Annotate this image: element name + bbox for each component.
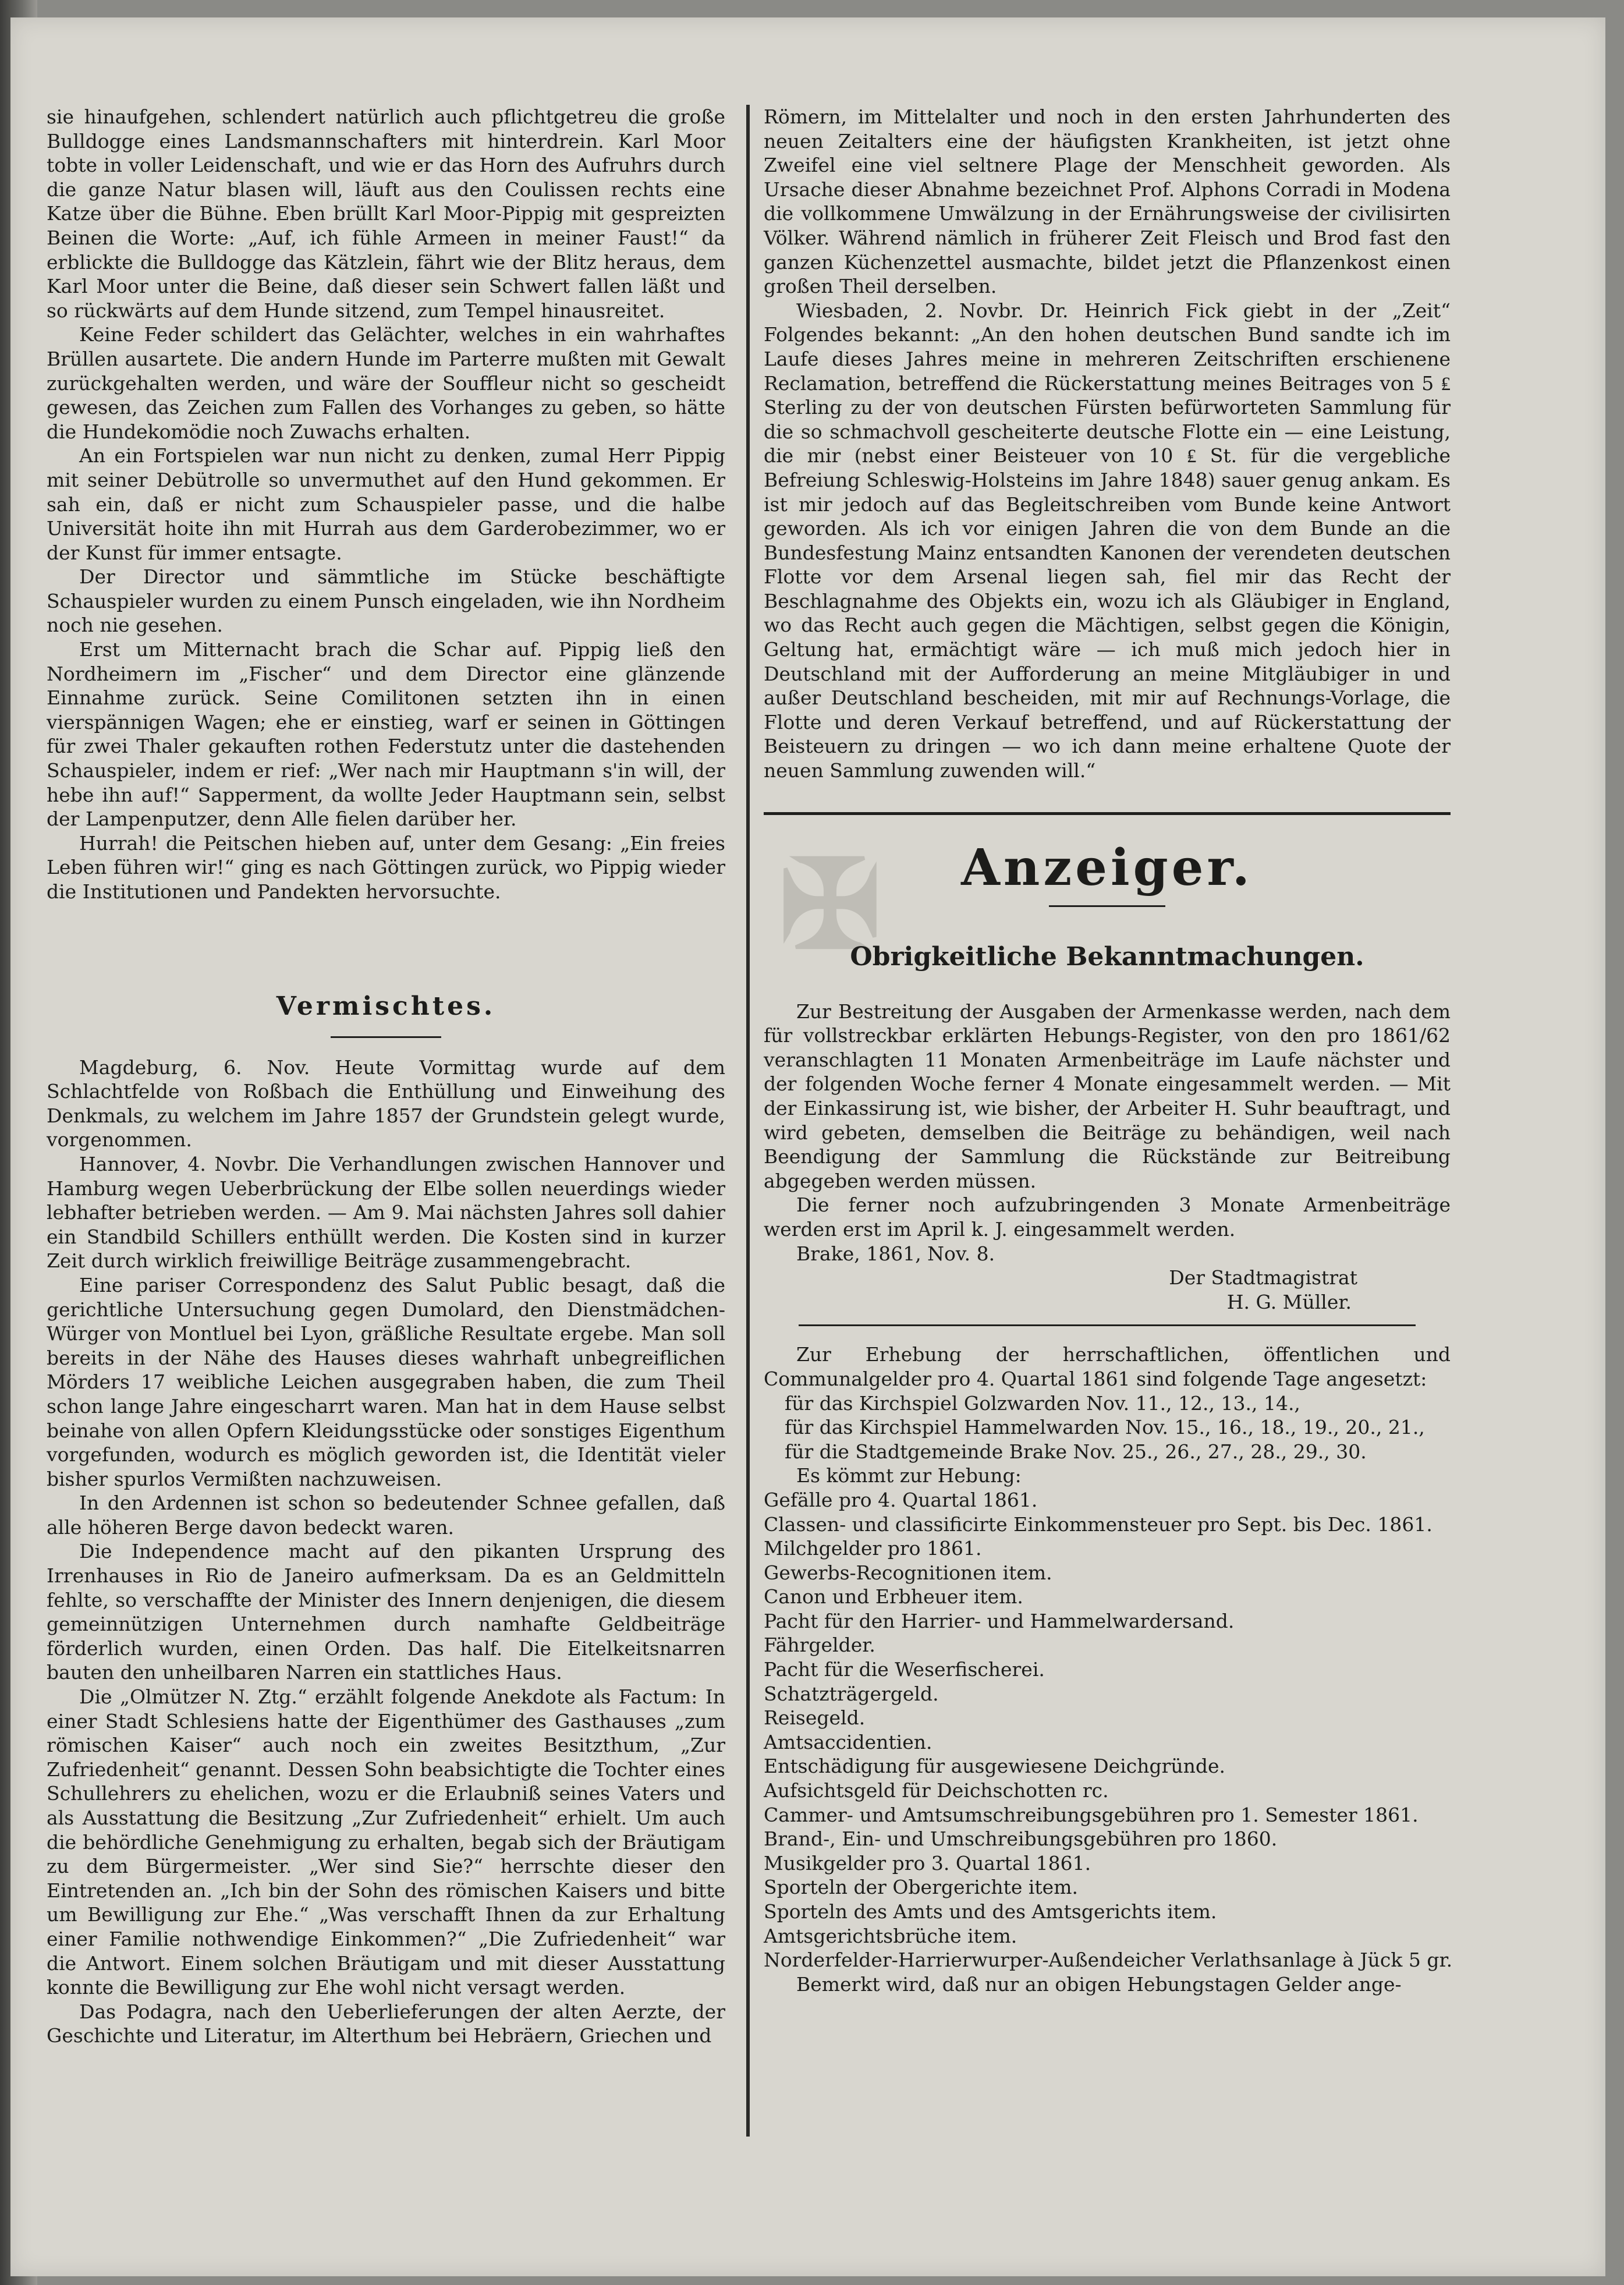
hebung-item: Entschädigung für ausgewiesene Deichgründe.	[764, 1755, 1226, 1778]
anzeiger-subtitle: Obrigkeitliche Bekanntmachungen.	[850, 941, 1364, 972]
anzeiger-title: Anzeiger.	[961, 838, 1253, 897]
hebung-item: Musikgelder pro 3. Quartal 1861.	[764, 1851, 1091, 1875]
bleed-through-mark: ✠	[779, 832, 899, 976]
notice-hebung	[764, 1342, 1451, 1996]
signature-name: H. G. Müller.	[1226, 1290, 1352, 1313]
story-paragraph: Hurrah! die Peitschen hieben auf, unter dem Gesang: „Ein freies Leben führen wir!“ ging es nach Göttingen zurück, wo Pippig wieder die Institutionen und Pandekten hervorsuchte.	[47, 831, 725, 903]
hebung-item: Classen- und classificirte Einkommensteuer pro Sept. bis Dec. 1861.	[764, 1512, 1432, 1536]
news-paragraph: In den Ardennen ist schon so bedeutender Schnee gefallen, daß alle höheren Berge davon bedeckt waren.	[47, 1492, 725, 1539]
right-column	[764, 105, 1451, 1996]
notice-closing: Bemerkt wird, daß nur an obigen Hebungstagen Gelder ange-	[796, 1972, 1402, 1996]
hebung-dates	[764, 1391, 1451, 1464]
news-paragraph: Die Independence macht auf den pikanten Ursprung des Irrenhauses in Rio de Janeiro aufmerksam. Da es an Geldmitteln fehlte, so verschaffte der Minister des Innern denjenigen, die diesem gemeinnützigen Unternehmen durch namhafte Geldbeiträge förderlich wurden, einen Orden. Das half. Die Eitelkeitsnarren bauten den unheilbaren Narren ein stattliches Haus.	[47, 1540, 725, 1684]
hebung-item: Sporteln des Amts und des Amtsgerichts item.	[764, 1900, 1217, 1923]
hebung-item: Pacht für den Harrier- und Hammelwardersand.	[764, 1609, 1235, 1632]
story-paragraph: Keine Feder schildert das Gelächter, welches in ein wahrhaftes Brüllen ausartete. Die andern Hunde im Parterre mußten mit Gewalt zurückgehalten werden, und wäre der Souffleur nicht so gescheidt gewesen, das Zeichen zum Fallen des Vorhanges zu geben, so hätte die Hundekomödie noch Zuwachs erhalten.	[47, 323, 725, 443]
hebung-item: Canon und Erbheuer item.	[764, 1585, 1023, 1609]
notice-date: Brake, 1861, Nov. 8.	[796, 1242, 995, 1265]
story-paragraph: An ein Fortspielen war nun nicht zu denken, zumal Herr Pippig mit seiner Debütrolle so unvermuthet auf den Hund gekommen. Er sah ein, daß er nicht zum Schauspieler passe, und die halbe Universität hoite ihn mit Hurrah aus dem Garderobezimmer, wo er der Kunst für immer entsagte.	[47, 444, 725, 564]
hebung-item: Schatzträgergeld.	[764, 1682, 939, 1705]
news-paragraph: Römern, im Mittelalter und noch in den ersten Jahrhunderten des neuen Zeitalters eine der häufigsten Krankheiten, ist jetzt ohne Zweifel eine viel seltnere Plage der Menschheit geworden. Als Ursache dieser Abnahme bezeichnet Prof. Alphons Corradi in Modena die vollkommene Umwälzung in der Ernährungsweise der civilisirten Völker. Während nämlich in früherer Zeit Fleisch und Brod fast den ganzen Küchenzettel ausmachte, bildet jetzt die Pflanzenkost einen großen Theil derselben.	[764, 105, 1451, 298]
hebung-lead: Es kömmt zur Hebung:	[796, 1464, 1022, 1487]
section-underline	[331, 1036, 441, 1038]
hebung-item: Fährgelder.	[764, 1634, 875, 1657]
hebung-item: Reisegeld.	[764, 1706, 866, 1730]
news-paragraph: Eine pariser Correspondenz des Salut Public besagt, daß die gerichtliche Untersuchung gegen Dumolard, den Dienstmädchen-Würger von Montluel bei Lyon, gräßliche Resultate ergebe. Man soll bereits in der Nähe des Hauses dieses wahrhaft unbegreiflichen Mörders 17 weibliche Leichen ausgegraben haben, die zum Theil schon lange Jahre eingescharrt waren. Man hat in dem Hause selbst beinahe von allen Opfern Kleidungsstücke oder sonstiges Eigenthum vorgefunden, wodurch es möglich geworden ist, die Identität vieler bisher spurlos Vermißten nachzuweisen.	[47, 1273, 725, 1490]
signature-authority: Der Stadtmagistrat	[1169, 1266, 1357, 1289]
hebung-item: Aufsichtsgeld für Deichschotten rc.	[764, 1779, 1109, 1802]
news-paragraph: Hannover, 4. Novbr. Die Verhandlungen zwischen Hannover und Hamburg wegen Ueberbrückung der Elbe sollen neuerdings wieder lebhafter betrieben werden. — Am 9. Mai nächsten Jahres soll dahier ein Standbild Schillers enthüllt werden. Die Kosten sind in kurzer Zeit durch wirklich freiwillige Beiträge zusammengebracht.	[47, 1152, 725, 1273]
hebung-item: Norderfelder-Harrierwurper-Außendeicher Verlathsanlage à Jück 5 gr.	[764, 1949, 1453, 1972]
story-paragraph: sie hinaufgehen, schlendert natürlich auch pflichtgetreu die große Bulldogge eines Landsmannschafters mit hinterdrein. Karl Moor tobte in voller Leidenschaft, und wie er das Horn des Aufruhrs durch die ganze Natur blasen will, läuft aus den Coulissen rechts eine Katze über die Bühne. Eben brüllt Karl Moor-Pippig mit gespreizten Beinen die Worte: „Auf, ich fühle Armeen in meiner Faust!“ da erblickte die Bulldogge das Kätzlein, fährt wie der Blitz heraus, dem Karl Moor unter die Beine, daß dieser sein Schwert fallen läßt und so rückwärts auf dem Hunde sitzend, zum Tempel hinausreitet.	[47, 105, 725, 322]
hebung-date-line: für das Kirchspiel Hammelwarden Nov. 15., 16., 18., 19., 20., 21.,	[785, 1416, 1425, 1439]
left-column	[47, 105, 725, 2048]
notice-paragraph: Die ferner noch aufzubringenden 3 Monate Armenbeiträge werden erst im April k. J. eingesammelt werden.	[764, 1193, 1451, 1241]
hebung-date-line: für die Stadtgemeinde Brake Nov. 25., 26., 27., 28., 29., 30.	[785, 1440, 1367, 1463]
hebung-item: Brand-, Ein- und Umschreibungsgebühren pro 1860.	[764, 1827, 1278, 1851]
notice-armenkasse	[764, 1000, 1451, 1315]
news-paragraph: Die „Olmützer N. Ztg.“ erzählt folgende Anekdote als Factum: In einer Stadt Schlesiens hatte der Eigenthümer des Gasthauses „zum römischen Kaiser“ auch noch ein zweites Besitzthum, „Zur Zufriedenheit“ genannt. Dessen Sohn beabsichtigte die Tochter eines Schullehrers zu ehelichen, wozu er die Erlaubniß seines Vaters und als Ausstattung die Besitzung „Zur Zufriedenheit“ erhielt. Um auch die behördliche Genehmigung zu erhalten, begab sich der Bräutigam zu dem Bürgermeister. „Wer sind Sie?“ herrschte dieser den Eintretenden an. „Ich bin der Sohn des römischen Kaisers und bitte um Bewilligung zur Ehe.“ „Was verschafft Ihnen da zur Erhaltung einer Familie nothwendige Einkommen?“ „Die Zufriedenheit“ war die Antwort. Einem solchen Bräutigam und mit dieser Ausstattung konnte die Bewilligung zur Ehe wohl nicht versagt werden.	[47, 1685, 725, 1999]
hebung-item: Gewerbs-Recognitionen item.	[764, 1561, 1052, 1584]
news-paragraph: Wiesbaden, 2. Novbr. Dr. Heinrich Fick giebt in der „Zeit“ Folgendes bekannt: „An den hohen deutschen Bund sandte ich im Laufe dieses Jahres meine in mehreren Zeitschriften erschienene Reclamation, betreffend die Rückerstattung meines Beitrages von 5 ₤ Sterling zu der von deutschen Fürsten befürworteten Sammlung für die so schmachvoll gescheiterte deutsche Flotte ein — eine Leistung, die mir (nebst einer Beisteuer von 10 ₤ St. für die vergebliche Befreiung Schleswig-Holsteins im Jahre 1848) sauer genug ankam. Es ist mir jedoch auf das Begleitschreiben vom Bunde keine Antwort geworden. Als ich vor einigen Jahren die von dem Bunde an die Bundesfestung Mainz entsandten Kanonen der verendeten deutschen Flotte vor dem Arsenal liegen sah, fiel mir das Recht der Beschlagnahme des Objekts ein, wozu ich als Gläubiger in England, wo das Recht auch gegen die Mächtigen, selbst gegen die Königin, Geltung hat, ermächtigt wäre — ich muß mich jedoch hier in Deutschland mit der Aufforderung an meine Mitgläubiger in und außer Deutschland bescheiden, mit mir auf Rechnungs-Vorlage, die Flotte und deren Verkauf betreffend, und auf Rückerstattung der Beisteuern zu dringen — wo ich dann meine erhaltene Quote der neuen Sammlung zuwenden will.“	[764, 299, 1451, 782]
vermischtes-news-continued	[764, 105, 1451, 783]
vermischtes-news	[47, 1055, 725, 2048]
column-divider	[746, 105, 750, 2137]
hebung-item: Cammer- und Amtsumschreibungsgebühren pro 1. Semester 1861.	[764, 1803, 1419, 1826]
story-paragraph: Erst um Mitternacht brach die Schar auf. Pippig ließ den Nordheimern im „Fischer“ und dem Director eine glänzende Einnahme zurück. Seine Comilitonen setzten ihn in einen vierspännigen Wagen; ehe er einstieg, warf er seinen in Göttingen für zwei Thaler gekauften rothen Federstutz unter die dastehenden Schauspieler, indem er rief: „Wer nach mir Hauptmann s'in will, der hebe ihn auf!“ Sapperment, da wollte Jeder Hauptmann sein, selbst der Lampenputzer, denn Alle fielen darüber her.	[47, 638, 725, 831]
hebung-item: Sporteln der Obergerichte item.	[764, 1876, 1078, 1899]
hebung-items	[764, 1488, 1451, 1972]
hebung-item: Milchgelder pro 1861.	[764, 1537, 982, 1560]
hebung-item: Amtsaccidentien.	[764, 1730, 932, 1753]
news-paragraph: Das Podagra, nach den Ueberlieferungen der alten Aerzte, der Geschichte und Literatur, im Alterthum bei Hebräern, Griechen und	[47, 2000, 725, 2047]
anzeiger-underline	[1049, 905, 1165, 907]
notice-paragraph: Zur Erhebung der herrschaftlichen, öffentlichen und Communalgelder pro 4. Quartal 1861 sind folgende Tage angesetzt:	[764, 1343, 1451, 1390]
hebung-date-line: für das Kirchspiel Golzwarden Nov. 11., 12., 13., 14.,	[785, 1391, 1300, 1415]
hebung-item: Pacht für die Weserfischerei.	[764, 1658, 1045, 1681]
notice-paragraph: Zur Bestreitung der Ausgaben der Armenkasse werden, nach dem für vollstreckbar erklärten Hebungs-Register, von den pro 1861/62 veranschlagten 11 Monaten Armenbeiträge im Laufe nächster und der folgenden Woche ferner 4 Monate eingesammelt werden. — Mit der Einkassirung ist, wie bisher, der Arbeiter H. Suhr beauftragt, und wird gebeten, demselben die Beiträge zu behändigen, weil nach Beendigung der Sammlung die Rückstände zur Beitreibung abgegeben werden müssen.	[764, 1000, 1451, 1192]
story-continuation	[47, 105, 725, 904]
hebung-item: Gefälle pro 4. Quartal 1861.	[764, 1488, 1038, 1511]
notice-divider	[799, 1324, 1416, 1326]
section-title-vermischtes: Vermischtes.	[276, 991, 496, 1021]
hebung-item: Amtsgerichtsbrüche item.	[764, 1924, 1017, 1947]
news-paragraph: Magdeburg, 6. Nov. Heute Vormittag wurde auf dem Schlachtfelde von Roßbach die Enthüllung und Einweihung des Denkmals, zu welchem im Jahre 1857 der Grundstein gelegt wurde, vorgenommen.	[47, 1055, 725, 1152]
story-paragraph: Der Director und sämmtliche im Stücke beschäftigte Schauspieler wurden zu einem Punsch eingeladen, wie ihn Nordheim noch nie gesehen.	[47, 565, 725, 637]
